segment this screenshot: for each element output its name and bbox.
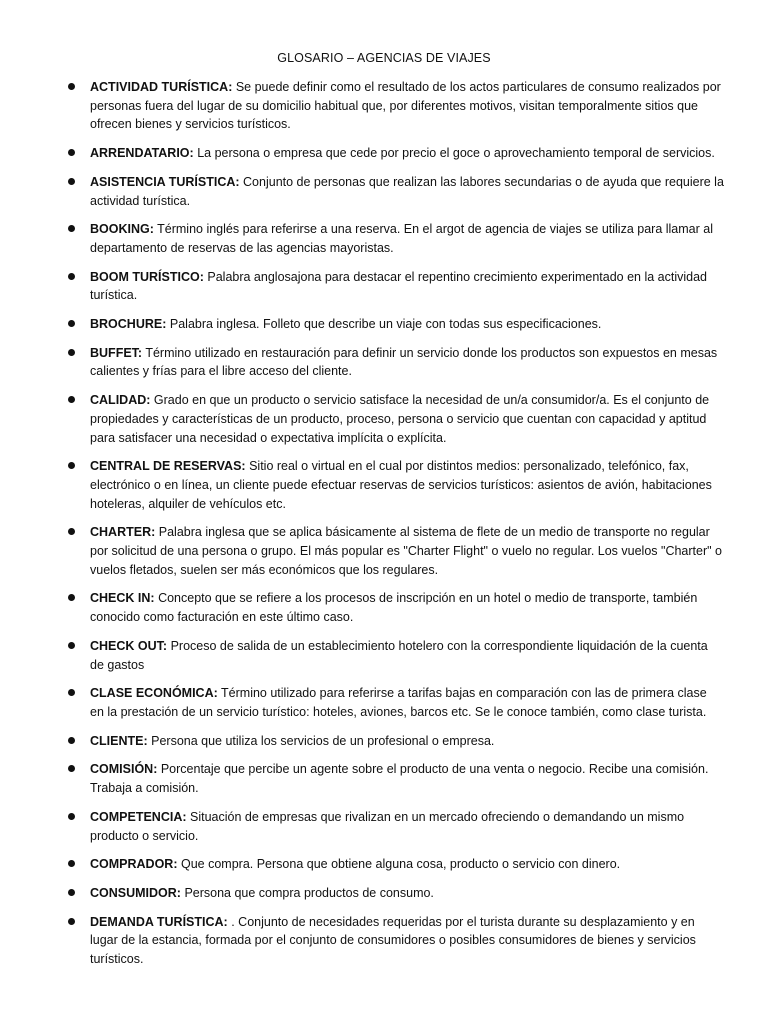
bullet-icon bbox=[68, 273, 75, 280]
glossary-definition: Palabra inglesa que se aplica básicamente al sistema de flete de un medio de transporte no regular por solicitud de una persona o grupo. El más popular es "Charter Flight" o vuelo no regular. Los vuelos "Charter" o vuelos fletados, suelen ser más económicos que los regulares. bbox=[90, 525, 722, 577]
glossary-entry bbox=[0, 144, 768, 163]
bullet-icon bbox=[68, 83, 75, 90]
bullet-icon bbox=[68, 528, 75, 535]
bullet-icon bbox=[68, 689, 75, 696]
glossary-entry bbox=[0, 78, 768, 134]
glossary-entry bbox=[0, 855, 768, 874]
bullet-icon bbox=[68, 320, 75, 327]
glossary-term: ASISTENCIA TURÍSTICA: bbox=[90, 174, 240, 189]
bullet-icon bbox=[68, 813, 75, 820]
bullet-icon bbox=[68, 178, 75, 185]
bullet-icon bbox=[68, 594, 75, 601]
glossary-entry bbox=[0, 220, 768, 257]
glossary-definition: Grado en que un producto o servicio satisface la necesidad de un/a consumidor/a. Es el conjunto de propiedades y características de un producto, proceso, persona o servicio que cuentan con capacidad y aptitud para satisfacer una necesidad o expectativa implícita o explícita. bbox=[90, 393, 710, 445]
glossary-term: COMPRADOR: bbox=[90, 857, 178, 872]
glossary-definition: Palabra anglosajona para destacar el repentino crecimiento experimentado en la actividad turística. bbox=[90, 269, 707, 303]
bullet-icon bbox=[68, 642, 75, 649]
glossary-term: BOOM TURÍSTICO: bbox=[90, 269, 204, 284]
glossary-entry bbox=[0, 391, 768, 447]
glossary-entry bbox=[0, 344, 768, 381]
glossary-definition: . Conjunto de necesidades requeridas por el turista durante su desplazamiento y en lugar de la estancia, formada por el conjunto de consumidores o posibles consumidores de bienes y servicios turísticos. bbox=[90, 914, 696, 967]
glossary-entry bbox=[0, 268, 768, 305]
document-title: GLOSARIO – AGENCIAS DE VIAJES bbox=[277, 51, 491, 65]
glossary-entry bbox=[0, 637, 768, 674]
glossary-definition: Se puede definir como el resultado de los actos particulares de consumo realizados por personas fuera del lugar de su domicilio habitual que, por diferentes motivos, visitan temporalmente sitios que ofrecen bienes y servicios turísticos. bbox=[90, 80, 721, 132]
glossary-term: DEMANDA TURÍSTICA: bbox=[90, 914, 228, 929]
glossary-term: ARRENDATARIO: bbox=[90, 146, 194, 161]
glossary-term: CHARTER: bbox=[90, 525, 156, 540]
glossary-definition: Término inglés para referirse a una reserva. En el argot de agencia de viajes se utiliza para llamar al departamento de reservas de las agencias mayoristas. bbox=[90, 222, 713, 255]
bullet-icon bbox=[68, 396, 75, 403]
glossary-entry bbox=[0, 457, 768, 513]
glossary-term: COMISIÓN: bbox=[90, 762, 158, 777]
bullet-icon bbox=[68, 462, 75, 469]
bullet-icon bbox=[68, 737, 75, 744]
glossary-definition: Palabra inglesa. Folleto que describe un viaje con todas sus especificaciones. bbox=[169, 317, 602, 332]
bullet-icon bbox=[68, 225, 75, 232]
glossary-definition: Término utilizado para referirse a tarifas bajas en comparación con las de primera clase en la prestación de un servicio turístico: hoteles, aviones, barcos etc. Se le conoce también, como clase turista. bbox=[90, 686, 707, 719]
glossary-definition: Sitio real o virtual en el cual por distintos medios: personalizado, telefónico, fax, electrónico o en línea, un cliente puede efectuar reservas de servicios turísticos: asientos de avión, habitaciones hoteleras, alquiler de vehículos etc. bbox=[90, 459, 712, 511]
glossary-definition: Término utilizado en restauración para definir un servicio donde los productos son expuestos en mesas calientes y frías para el libre acceso del cliente. bbox=[90, 345, 718, 379]
glossary-definition: Persona que utiliza los servicios de un profesional o empresa. bbox=[151, 733, 495, 748]
glossary-term: COMPETENCIA: bbox=[90, 809, 187, 824]
bullet-icon bbox=[68, 349, 75, 356]
glossary-entry bbox=[0, 684, 768, 721]
glossary-definition: Conjunto de personas que realizan las labores secundarias o de ayuda que requiere la actividad turística. bbox=[90, 174, 724, 208]
glossary-term: CALIDAD: bbox=[90, 393, 151, 408]
bullet-icon bbox=[68, 149, 75, 156]
glossary-entry bbox=[0, 173, 768, 210]
glossary-list bbox=[0, 78, 768, 979]
glossary-definition: Proceso de salida de un establecimiento hotelero con la correspondiente liquidación de la cuenta de gastos bbox=[90, 638, 708, 672]
glossary-term: BUFFET: bbox=[90, 345, 143, 360]
glossary-entry bbox=[0, 760, 768, 797]
bullet-icon bbox=[68, 889, 75, 896]
bullet-icon bbox=[68, 765, 75, 772]
glossary-entry bbox=[0, 808, 768, 845]
glossary-term: CLASE ECONÓMICA: bbox=[90, 686, 218, 701]
glossary-entry bbox=[0, 913, 768, 969]
glossary-entry bbox=[0, 589, 768, 626]
glossary-entry bbox=[0, 732, 768, 751]
glossary-entry bbox=[0, 523, 768, 579]
glossary-definition: Concepto que se refiere a los procesos de inscripción en un hotel o medio de transporte, también conocido como facturación en este último caso. bbox=[90, 591, 698, 625]
glossary-term: CHECK IN: bbox=[90, 591, 155, 606]
bullet-icon bbox=[68, 860, 75, 867]
glossary-term: ACTIVIDAD TURÍSTICA: bbox=[90, 80, 233, 94]
glossary-definition: La persona o empresa que cede por precio el goce o aprovechamiento temporal de servicios. bbox=[197, 146, 715, 161]
glossary-entry bbox=[0, 884, 768, 903]
glossary-term: BROCHURE: bbox=[90, 317, 167, 332]
glossary-entry bbox=[0, 315, 768, 334]
glossary-term: CENTRAL DE RESERVAS: bbox=[90, 459, 246, 474]
bullet-icon bbox=[68, 918, 75, 925]
glossary-definition: Porcentaje que percibe un agente sobre el producto de una venta o negocio. Recibe una comisión. Trabaja a comisión. bbox=[90, 762, 709, 796]
glossary-term: CLIENTE: bbox=[90, 733, 148, 748]
glossary-definition: Situación de empresas que rivalizan en un mercado ofreciendo o demandando un mismo producto o servicio. bbox=[90, 809, 685, 843]
glossary-term: BOOKING: bbox=[90, 222, 154, 237]
glossary-definition: Que compra. Persona que obtiene alguna cosa, producto o servicio con dinero. bbox=[180, 857, 621, 872]
glossary-term: CONSUMIDOR: bbox=[90, 885, 181, 900]
glossary-definition: Persona que compra productos de consumo. bbox=[184, 885, 434, 900]
glossary-term: CHECK OUT: bbox=[90, 638, 168, 653]
